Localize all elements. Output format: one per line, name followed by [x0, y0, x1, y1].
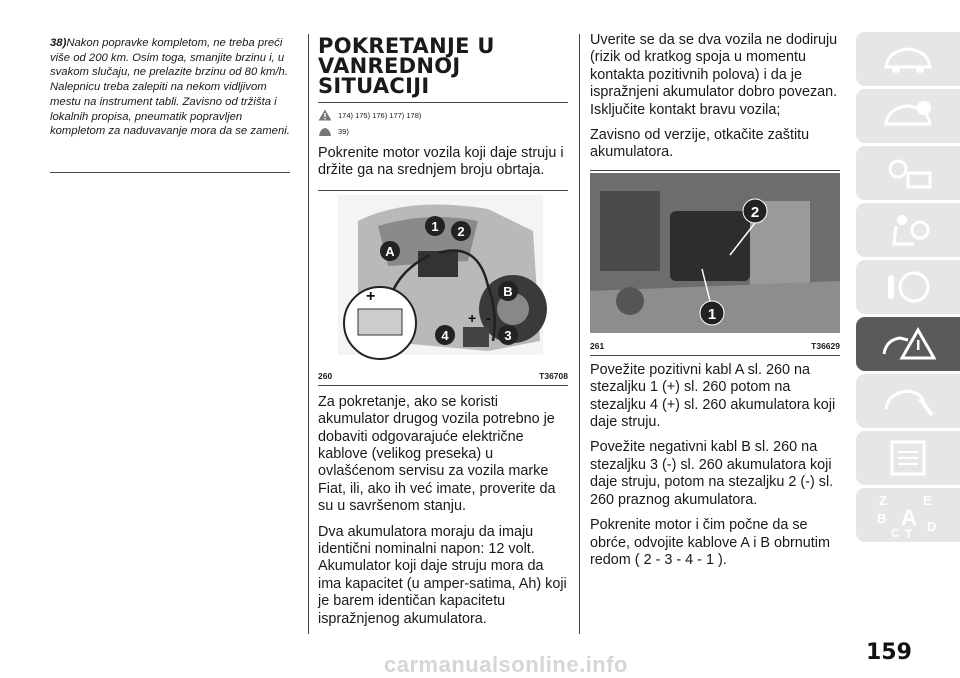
battery-compartment-photo: [590, 171, 840, 333]
note-number: 38): [50, 37, 67, 49]
chapter-tabs: [856, 32, 960, 545]
page-number: 159: [866, 640, 912, 665]
watermark: carmanualsonline.info: [384, 652, 628, 677]
paragraph: Uverite se da se dva vozila ne dodiruju (rizik od kratkog spoja u momentu kontakta pozitivnih polova) i da je ispražnjeni akumulator dobro povezan. Isključite kontakt bravu vozila;: [590, 32, 838, 118]
index-letter-c: C: [891, 526, 900, 539]
car-info-icon: [880, 98, 936, 134]
label-minus: -: [486, 309, 491, 326]
paragraph: Za pokretanje, ako se koristi akumulator drugog vozila potrebno je dobaviti odgovarajuće električne kablove (velikog preseka) u ovlašćenom servisu za vozila marke Fiat, ili, ako ih već imate, proverite da su u savršenom stanju.: [318, 393, 556, 515]
car-dashboard-icon: [880, 41, 936, 77]
label-3: 3: [504, 327, 512, 343]
section-column: [318, 36, 568, 636]
label-2: 2: [750, 203, 760, 221]
note-divider: [50, 172, 290, 173]
paragraph: Pokrenite motor i čim počne da se obrće, odvojite kablove A i B obrnutim redom ( 2 - 3 - 4 - 1 ).: [590, 517, 830, 568]
title-line-2: VANREDNOJ: [318, 54, 461, 78]
tab-specs[interactable]: [856, 431, 960, 485]
index-letter-b: B: [877, 511, 887, 526]
tab-lights[interactable]: [856, 146, 960, 200]
emergency-triangle-icon: [880, 326, 936, 362]
tab-maintenance[interactable]: [856, 374, 960, 428]
warning-ref-list: 174) 175) 176) 177) 178): [338, 110, 422, 120]
paragraph: Povežite pozitivni kabl A sl. 260 na stezaljku 1 (+) sl. 260 potom na stezaljku 4 (+) sl. 260 akumulatora koji daje struju.: [590, 361, 836, 431]
column-divider-2: [579, 34, 580, 634]
tab-emergency[interactable]: [856, 317, 960, 371]
index-letter-t: T: [905, 527, 913, 539]
car-maintenance-icon: [880, 383, 936, 419]
caution-hand-icon: [318, 125, 332, 137]
caution-refs: [318, 125, 568, 137]
label-plus: +: [468, 309, 477, 326]
figure-code: T36629: [811, 340, 840, 351]
figure-code: T36708: [539, 370, 568, 381]
paragraph: Dva akumulatora moraju da imaju identični nominalni napon: 12 volt. Akumulator koji daje struju mora da ima kapacitet (u amper-satima, Ah) koji je barem identičan kapacitetu ispražnjenog akumulatora.: [318, 523, 567, 627]
figure-260-caption: [318, 368, 568, 385]
figure-number: 260: [318, 370, 333, 381]
column-divider-1: [308, 34, 309, 634]
section-title: [318, 36, 568, 96]
note-38: [50, 36, 290, 139]
steering-wheel-icon: [880, 269, 936, 305]
figure-number: 261: [590, 340, 605, 351]
lights-mail-icon: [880, 155, 936, 191]
tab-car-info[interactable]: [856, 89, 960, 143]
figure-261-caption: [590, 338, 840, 355]
paragraph: Zavisno od verzije, otkačite zaštitu akumulatora.: [590, 127, 810, 161]
label-1: 1: [431, 218, 439, 234]
label-plus-inset: +: [366, 287, 376, 305]
figure-260: [318, 190, 568, 386]
caution-ref-list: 39): [338, 126, 349, 136]
index-letter-z: Z: [879, 493, 887, 508]
tab-dashboard[interactable]: [856, 32, 960, 86]
label-1: 1: [707, 305, 717, 323]
continued-column: [590, 32, 840, 577]
warning-triangle-icon: [318, 109, 332, 121]
index-letter-e: E: [923, 493, 932, 508]
label-4: 4: [441, 327, 449, 343]
note-text: Nakon popravke kompletom, ne treba preći više od 200 km. Osim toga, smanjite brzinu i, u svakom slučaju, ne prelazite brzinu od 80 km/h. Nalepnicu treba zalepiti na nekom vidljivom mestu na instrument tabli. Zavisno od tržišta i lokalnih propisa, pneumatik popravljen kompletom za naduvavanje mora da se zameni.: [50, 37, 290, 138]
tab-safety[interactable]: [856, 203, 960, 257]
title-line-3: SITUACIJI: [318, 74, 430, 98]
paragraph: Povežite negativni kabl B sl. 260 na stezaljku 3 (-) sl. 260 akumulatora koji daje struju, potom na stezaljku 2 (-) sl. 260 praznog akumulatora.: [590, 439, 834, 508]
jump-start-illustration: [318, 191, 568, 363]
title-line-1: POKRETANJE U: [318, 34, 495, 58]
label-a: A: [385, 243, 395, 259]
tab-driving[interactable]: [856, 260, 960, 314]
title-underline: [318, 102, 568, 103]
airbag-seat-icon: [880, 212, 936, 248]
warning-refs: [318, 109, 568, 121]
label-b: B: [503, 283, 513, 299]
label-2: 2: [457, 223, 465, 239]
alphabet-index-icon: [873, 491, 943, 539]
note-column: [50, 36, 290, 139]
index-letter-d: D: [927, 519, 937, 534]
figure-261: [590, 170, 840, 356]
tab-index[interactable]: [856, 488, 960, 542]
col2-body: [318, 394, 568, 628]
specs-list-icon: [880, 440, 936, 476]
col3-body: [590, 362, 840, 569]
index-letter-a: A: [901, 505, 917, 530]
intro-paragraph: Pokrenite motor vozila koji daje struju i držite ga na srednjem broju obrtaja.: [318, 145, 564, 179]
